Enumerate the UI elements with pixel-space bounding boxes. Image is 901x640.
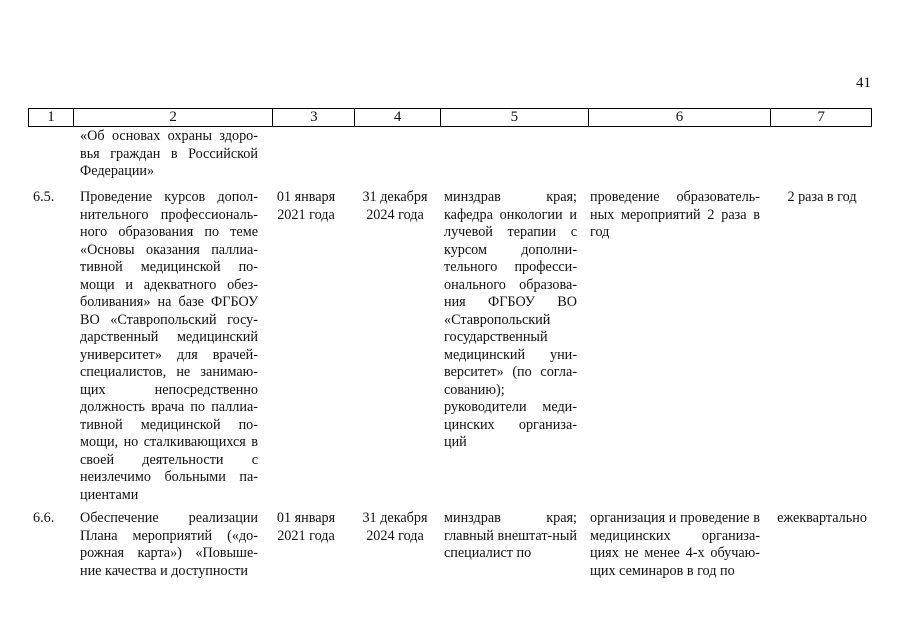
row-responsible: минздрав края; кафедра онкологии и лучевой терапии с курсом дополни-тельного професси-онального образова-ния ФГБОУ ВО «Ставропольский государственный медицинский уни-верситет» (по согла-сованию); руководители меди-цинских организа-ций — [444, 189, 577, 450]
row-number: 6.5. — [33, 189, 55, 205]
header-col-6: 6 — [589, 109, 772, 126]
row-start-date: 01 января 2021 года — [276, 189, 336, 223]
row-frequency: ежеквартально — [777, 510, 867, 526]
header-col-3: 3 — [273, 109, 355, 126]
row-start-date: 01 января 2021 года — [276, 510, 336, 544]
row-end-date: 31 декабря 2024 года — [362, 189, 428, 223]
row-end-date: 31 декабря 2024 года — [362, 510, 428, 544]
page-number: 41 — [856, 75, 871, 91]
continuation-title: «Об основах охраны здоро-вья граждан в Российской Федерации» — [80, 128, 258, 179]
row-title: Проведение курсов допол-нительного профессиональ-ного образования по теме «Основы оказания паллиа-тивной медицинской по-мощи и адекватного обез-боливания» на базе ФГБОУ ВО «Ставропольский госу-дарственный медицинский университет» для врачей-специалистов, не занимаю-щих непосредственно должность врача по паллиа-тивной медицинской по-мощи, но сталкивающихся в своей деятельности с неизлечимо больными па-циентами — [80, 189, 258, 503]
row-number: 6.6. — [33, 510, 55, 526]
header-col-5: 5 — [441, 109, 589, 126]
row-frequency: 2 раза в год — [787, 189, 857, 205]
table-header — [28, 108, 872, 127]
header-col-7: 7 — [817, 109, 825, 125]
header-col-1: 1 — [29, 109, 74, 126]
row-title: Обеспечение реализации Плана мероприятий («до-рожная карта») «Повыше-ние качества и доступности — [80, 510, 258, 579]
row-result: проведение образователь-ных мероприятий 2 раза в год — [590, 189, 760, 240]
header-col-2: 2 — [74, 109, 274, 126]
row-result: организация и проведение в медицинских организа-циях не менее 4-х обучаю-щих семинаров в год по — [590, 510, 760, 579]
row-responsible: минздрав края; главный внештат-ный специалист по — [444, 510, 577, 561]
header-col-4: 4 — [355, 109, 441, 126]
